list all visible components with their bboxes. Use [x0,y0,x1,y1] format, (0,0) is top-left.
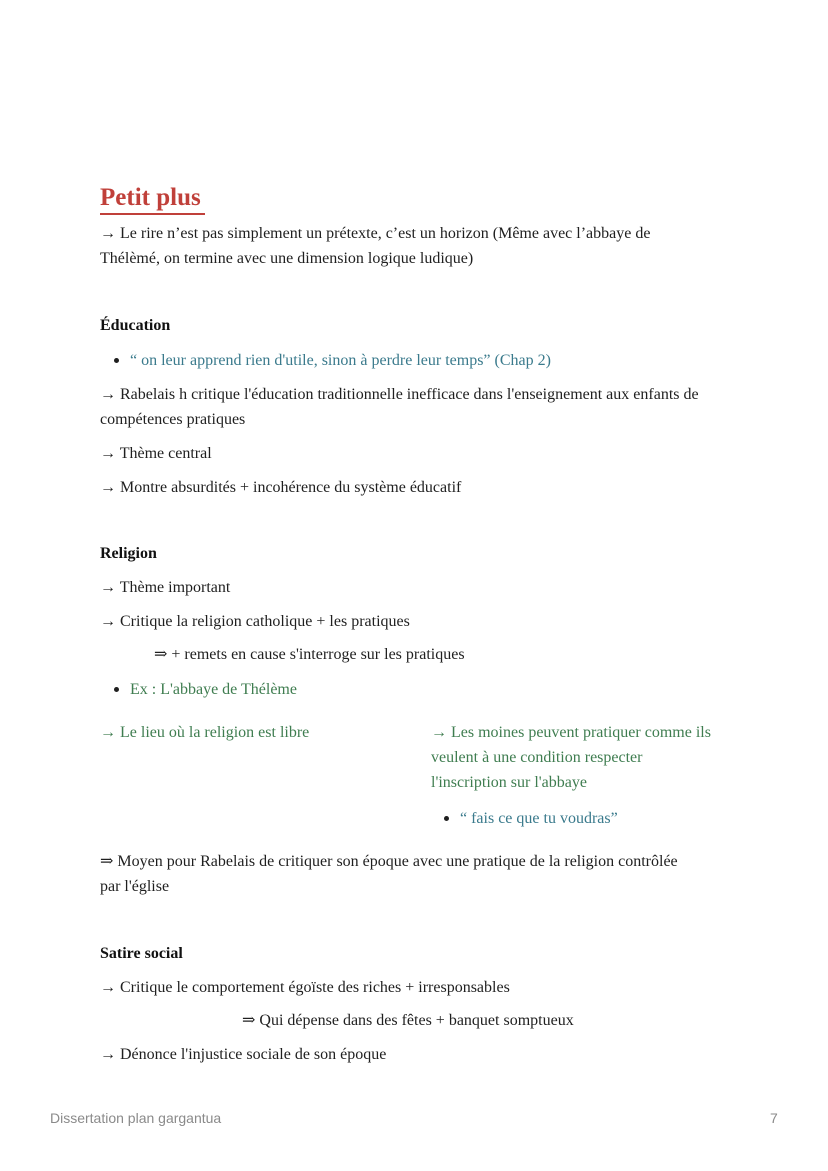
religion-example: Ex : L'abbaye de Thélème [130,681,297,698]
religion-right-column-line-2: veulent à une condition respecter [431,749,643,766]
bullet-icon [114,358,119,363]
satire-implication: ⇒ Qui dépense dans des fêtes + banquet somptueux [242,1012,574,1029]
religion-heading: Religion [100,545,157,562]
religion-motto: “ fais ce que tu voudras” [460,810,618,827]
satire-heading: Satire social [100,945,183,962]
satire-point-1: → Critique le comportement égoïste des riches + irresponsables [100,979,510,996]
religion-right-column-line-3: l'inscription sur l'abbaye [431,774,587,791]
education-point-1-line-2: compétences pratiques [100,411,246,428]
footer-page-number: 7 [770,1110,778,1126]
education-point-3: → Montre absurdités + incohérence du système éducatif [100,479,462,496]
intro-line-2: Thélèmé, on termine avec une dimension logique ludique) [100,250,474,267]
religion-left-column: → Le lieu où la religion est libre [100,724,310,741]
satire-point-2: → Dénonce l'injustice sociale de son époque [100,1046,387,1063]
education-point-1-line-1: → Rabelais h critique l'éducation traditionnelle inefficace dans l'enseignement aux enfants de [100,386,699,403]
footer-document-title: Dissertation plan gargantua [50,1110,222,1126]
education-quote: “ on leur apprend rien d'utile, sinon à perdre leur temps” (Chap 2) [130,352,551,369]
education-heading: Éducation [100,317,171,334]
intro-line-1: → Le rire n’est pas simplement un prétexte, c’est un horizon (Même avec l’abbaye de [100,225,651,242]
religion-implication: ⇒ + remets en cause s'interroge sur les pratiques [154,646,465,663]
religion-conclusion-line-2: par l'église [100,878,170,895]
section-title: Petit plus [100,183,205,215]
education-point-2: → Thème central [100,445,212,462]
religion-conclusion-line-1: ⇒ Moyen pour Rabelais de critiquer son époque avec une pratique de la religion contrôlée [100,853,678,870]
religion-right-column-line-1: → Les moines peuvent pratiquer comme ils [431,724,711,741]
bullet-icon [444,816,449,821]
religion-point-2: → Critique la religion catholique + les pratiques [100,613,410,630]
religion-point-1: → Thème important [100,579,231,596]
bullet-icon [114,687,119,692]
